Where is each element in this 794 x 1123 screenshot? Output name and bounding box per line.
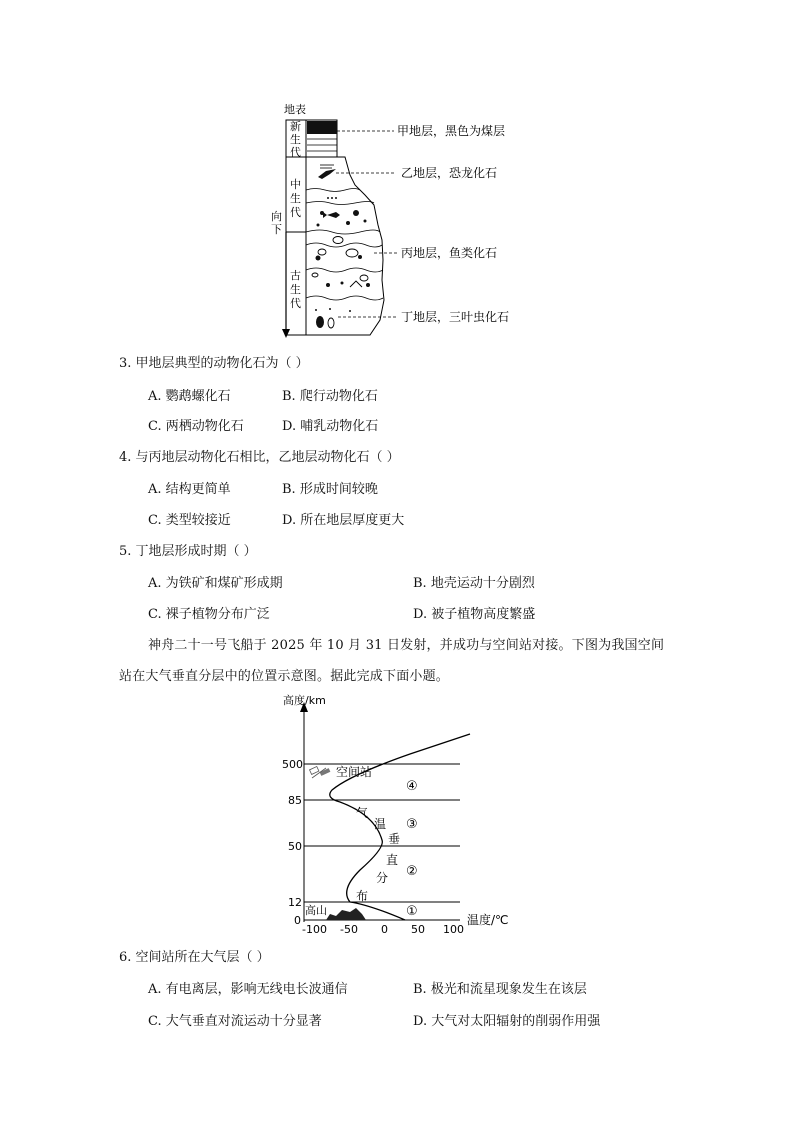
question-3-option-a[interactable]: A. 鹦鹉螺化石 <box>148 389 231 404</box>
question-3-stem: 3. 甲地层典型的动物化石为（ ） <box>119 356 309 371</box>
coal-layer <box>307 121 337 134</box>
era-cenozoic-3: 代 <box>290 146 301 159</box>
era-paleozoic-2: 生 <box>290 283 301 296</box>
y-tick-12: 12 <box>288 896 302 909</box>
x-tick-50: 50 <box>411 923 425 935</box>
question-6-option-a[interactable]: A. 有电离层，影响无线电长波通信 <box>148 982 348 997</box>
y-tick-85: 85 <box>288 794 302 807</box>
layer-yi-label: 乙地层，恐龙化石 <box>401 166 498 180</box>
layer-mark-1: ① <box>406 904 418 919</box>
trilobite-fossil-icon <box>316 316 324 328</box>
question-4-option-a[interactable]: A. 结构更简单 <box>148 482 231 497</box>
layer-ding-label: 丁地层，三叶虫化石 <box>401 310 510 324</box>
curve-label-fen: 分 <box>376 871 389 885</box>
y-axis-label: 高度/km <box>283 694 326 707</box>
question-5-stem: 5. 丁地层形成时期（ ） <box>119 544 257 559</box>
intro-paragraph-line-1: 神舟二十一号飞船于 2025 年 10 月 31 日发射，并成功与空间站对接。下图为我国空间 <box>148 638 665 653</box>
y-tick-0: 0 <box>294 914 301 927</box>
question-3-option-d[interactable]: D. 哺乳动物化石 <box>282 419 379 434</box>
intro-paragraph-line-2: 站在大气垂直分层中的位置示意图。据此完成下面小题。 <box>119 669 450 684</box>
mountain-label: 高山 <box>305 904 327 917</box>
question-3-option-c[interactable]: C. 两栖动物化石 <box>148 419 244 434</box>
question-6-option-b[interactable]: B. 极光和流星现象发生在该层 <box>413 982 587 997</box>
question-4-option-b[interactable]: B. 形成时间较晚 <box>282 482 378 497</box>
layer-mark-2: ② <box>406 864 418 879</box>
dinosaur-fossil-icon <box>318 169 336 179</box>
x-axis-label: 温度/℃ <box>467 913 509 927</box>
atmosphere-layers-figure <box>270 690 530 935</box>
question-6-stem: 6. 空间站所在大气层（ ） <box>119 950 270 965</box>
curve-label-wen: 温 <box>374 817 387 831</box>
question-4-stem: 4. 与丙地层动物化石相比，乙地层动物化石（ ） <box>119 450 400 465</box>
mountain-shape <box>326 908 366 920</box>
layer-bing-label: 丙地层，鱼类化石 <box>401 246 498 260</box>
stratigraphic-column-figure <box>270 95 540 345</box>
era-paleozoic-3: 代 <box>290 297 301 310</box>
fish-fossil-icon <box>323 212 340 218</box>
era-cenozoic-1: 新 <box>290 120 301 133</box>
question-3-option-b[interactable]: B. 爬行动物化石 <box>282 389 378 404</box>
space-station-label: 空间站 <box>336 765 373 779</box>
question-6-option-d[interactable]: D. 大气对太阳辐射的削弱作用强 <box>413 1014 601 1029</box>
x-tick-neg50: -50 <box>340 923 358 935</box>
down-label-1: 向 <box>271 210 282 223</box>
x-tick-neg100: -100 <box>302 923 327 935</box>
layer-mark-4: ④ <box>406 779 418 794</box>
y-tick-50: 50 <box>288 840 302 853</box>
y-tick-500: 500 <box>282 758 303 771</box>
layer-mark-3: ③ <box>406 817 418 832</box>
curve-label-chui: 垂 <box>388 832 401 846</box>
x-tick-0: 0 <box>381 923 388 935</box>
strata-outline <box>306 120 384 335</box>
curve-label-bu: 布 <box>356 889 369 903</box>
curve-label-zhi: 直 <box>386 853 399 867</box>
question-6-option-c[interactable]: C. 大气垂直对流运动十分显著 <box>148 1014 322 1029</box>
era-mesozoic-2: 生 <box>290 192 301 205</box>
space-station-icon <box>310 766 331 778</box>
surface-label: 地表 <box>284 103 306 116</box>
layer-jia-label: 甲地层，黑色为煤层 <box>397 124 506 138</box>
question-5-option-c[interactable]: C. 裸子植物分布广泛 <box>148 607 270 622</box>
down-label-2: 下 <box>271 223 282 236</box>
era-mesozoic-1: 中 <box>290 178 301 191</box>
temperature-curve <box>330 734 470 920</box>
era-paleozoic-1: 古 <box>290 269 301 282</box>
curve-label-qi: 气 <box>356 806 369 820</box>
question-5-option-d[interactable]: D. 被子植物高度繁盛 <box>413 607 536 622</box>
x-tick-100: 100 <box>443 923 464 935</box>
question-4-option-c[interactable]: C. 类型较接近 <box>148 513 231 528</box>
question-5-option-a[interactable]: A. 为铁矿和煤矿形成期 <box>148 576 283 591</box>
era-mesozoic-3: 代 <box>290 206 301 219</box>
question-5-option-b[interactable]: B. 地壳运动十分剧烈 <box>413 576 535 591</box>
era-cenozoic-2: 生 <box>290 133 301 146</box>
question-4-option-d[interactable]: D. 所在地层厚度更大 <box>282 513 405 528</box>
